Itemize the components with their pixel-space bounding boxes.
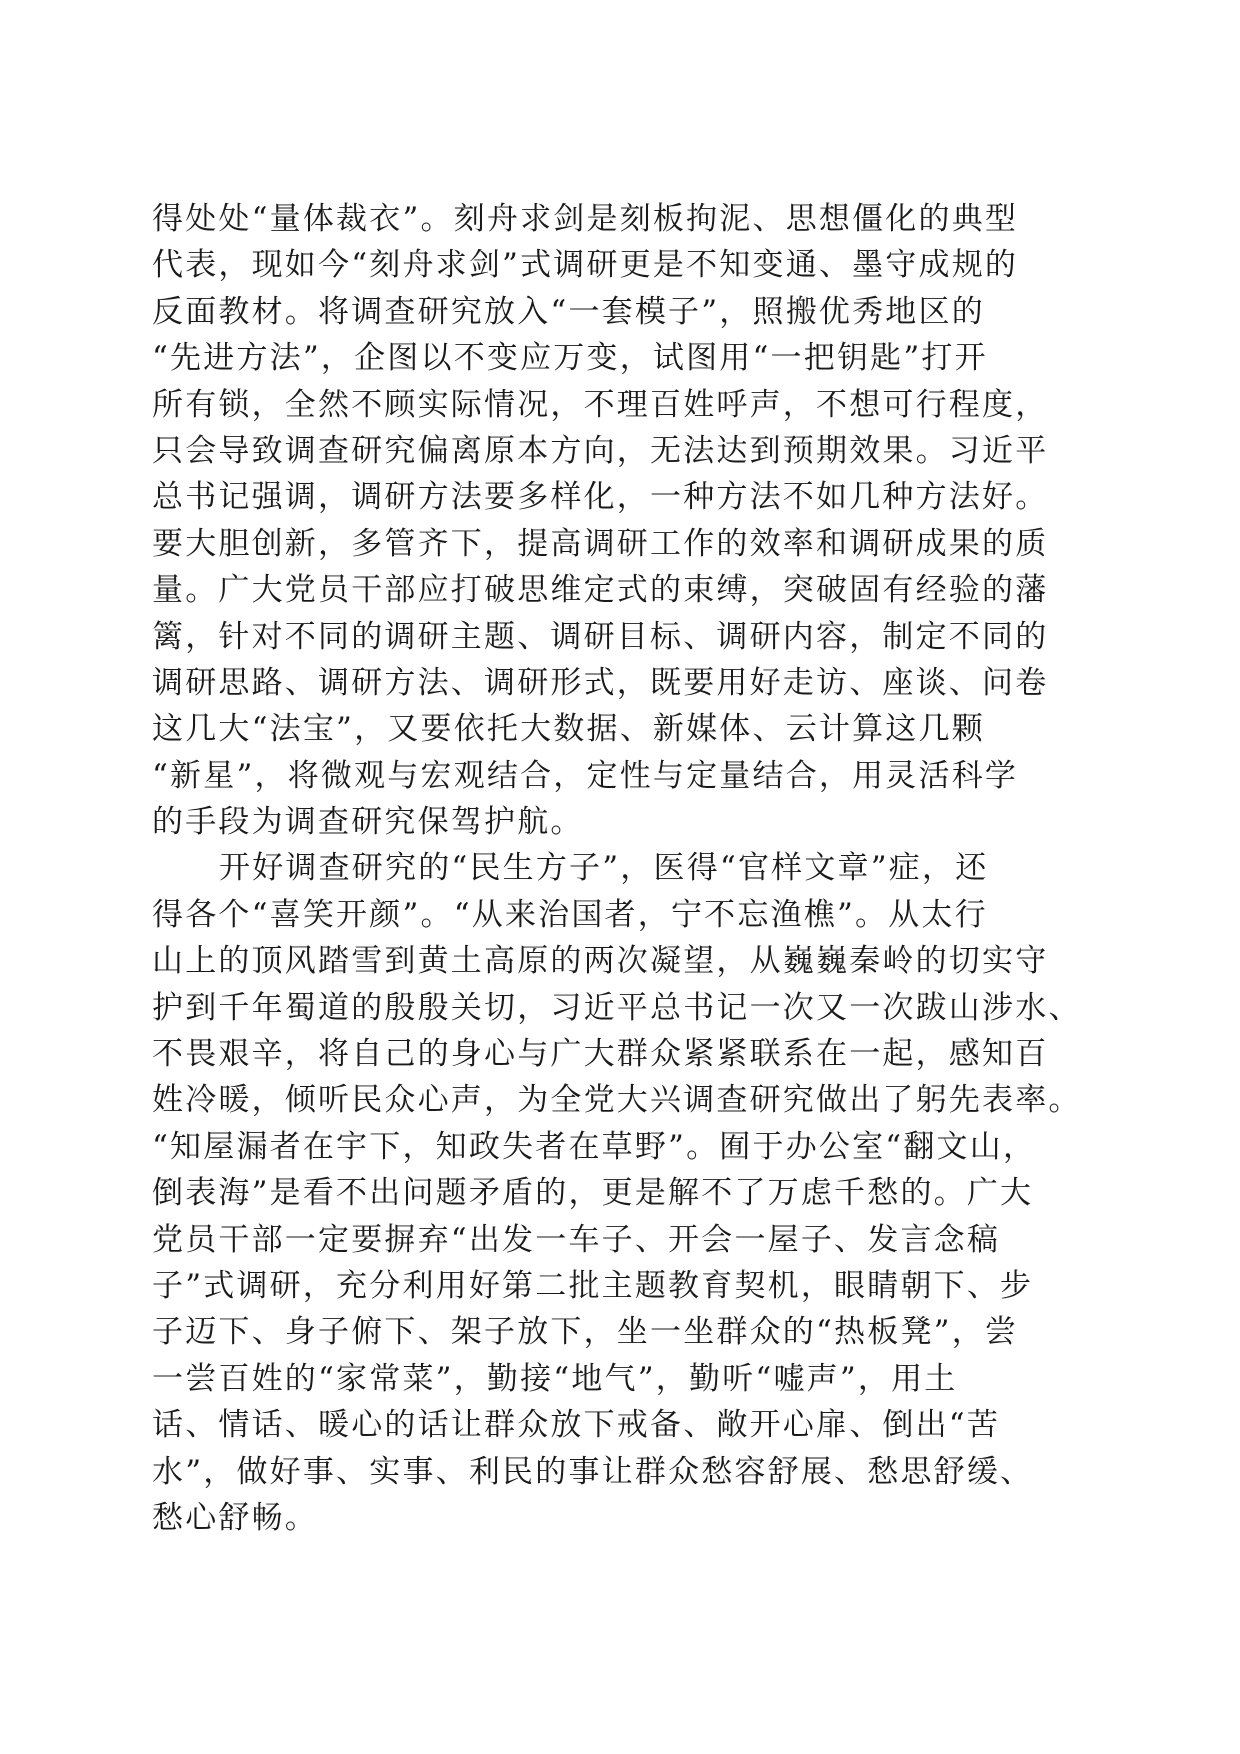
text-line: 护到千年蜀道的殷殷关切，习近平总书记一次又一次跋山涉水、 xyxy=(152,989,1082,1026)
text-line: 要大胆创新，多管齐下，提高调研工作的效率和调研成果的质 xyxy=(152,525,1049,562)
text-line: 愁心舒畅。 xyxy=(152,1499,318,1536)
text-line: 所有锁，全然不顾实际情况，不理百姓呼声，不想可行程度， xyxy=(152,386,1049,423)
text-line: 得各个“喜笑开颜”。“从来治国者，宁不忘渔樵”。从太行 xyxy=(152,896,988,933)
text-line: 只会导致调查研究偏离原本方向，无法达到预期效果。习近平 xyxy=(152,432,1049,469)
text-line: 得处处“量体裁衣”。刻舟求剑是刻板拘泥、思想僵化的典型 xyxy=(152,201,1019,237)
text-line: “新星”，将微观与宏观结合，定性与定量结合，用灵活科学 xyxy=(152,757,1019,794)
text-line: “先进方法”，企图以不变应万变，试图用“一把钥匙”打开 xyxy=(152,340,988,377)
text-line: 这几大“法宝”，又要依托大数据、新媒体、云计算这几颗 xyxy=(152,711,985,748)
text-line: 水”，做好事、实事、利民的事让群众愁容舒展、愁思舒缓、 xyxy=(152,1453,1034,1490)
document-body xyxy=(152,196,1092,1541)
text-line: 不畏艰辛，将自己的身心与广大群众紧紧联系在一起，感知百 xyxy=(152,1036,1049,1073)
paragraph-1 xyxy=(152,196,1092,845)
text-line: 总书记强调，调研方法要多样化，一种方法不如几种方法好。 xyxy=(152,479,1049,516)
text-line: 一尝百姓的“家常菜”，勤接“地气”，勤听“嘘声”，用土 xyxy=(152,1360,958,1397)
text-line: 量。广大党员干部应打破思维定式的束缚，突破固有经验的藩 xyxy=(152,572,1049,609)
text-line: 开好调查研究的“民生方子”，医得“官样文章”症，还 xyxy=(219,850,989,887)
text-line: 的手段为调查研究保驾护航。 xyxy=(152,804,584,841)
text-line: 话、情话、暖心的话让群众放下戒备、敞开心扉、倒出“苦 xyxy=(152,1407,1001,1444)
text-line: 调研思路、调研方法、调研形式，既要用好走访、座谈、问卷 xyxy=(152,664,1049,701)
text-line: 姓冷暖，倾听民众心声，为全党大兴调查研究做出了躬先表率。 xyxy=(152,1082,1082,1119)
text-line: 子迈下、身子俯下、架子放下，坐一坐群众的“热板凳”，尝 xyxy=(152,1314,1019,1351)
paragraph-2 xyxy=(152,845,1092,1541)
text-line: 篱，针对不同的调研主题、调研目标、调研内容，制定不同的 xyxy=(152,618,1049,655)
text-line: 山上的顶风踏雪到黄土高原的两次凝望，从巍巍秦岭的切实守 xyxy=(152,943,1049,980)
text-line: “知屋漏者在宇下，知政失者在草野”。囿于办公室“翻文山， xyxy=(152,1128,1037,1165)
text-line: 反面教材。将调查研究放入“一套模子”，照搬优秀地区的 xyxy=(152,293,985,330)
text-line: 代表，现如今“刻舟求剑”式调研更是不知变通、墨守成规的 xyxy=(152,247,1019,284)
text-line: 子”式调研，充分利用好第二批主题教育契机，眼睛朝下、步 xyxy=(152,1267,1034,1304)
text-line: 倒表海”是看不出问题矛盾的，更是解不了万虑千愁的。广大 xyxy=(152,1175,1034,1212)
text-line: 党员干部一定要摒弃“出发一车子、开会一屋子、发言念稿 xyxy=(152,1221,1001,1258)
